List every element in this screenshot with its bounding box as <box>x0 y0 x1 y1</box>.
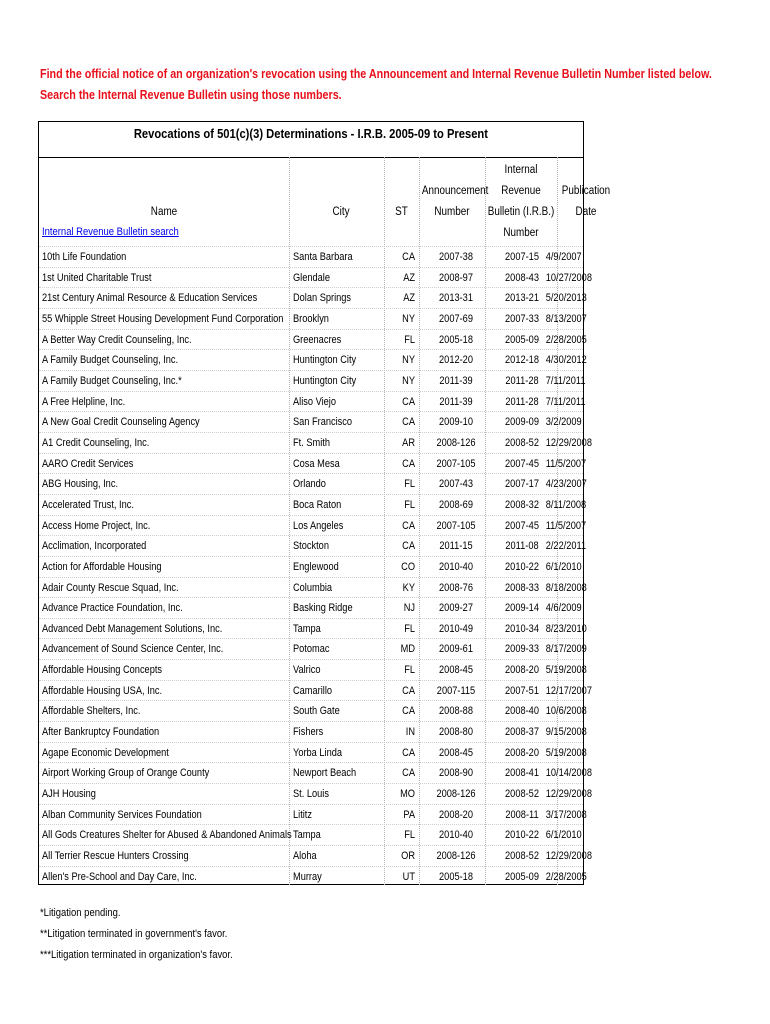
cell-announcement: 2011-39 <box>439 395 473 408</box>
table-row <box>39 308 587 329</box>
cell-city: South Gate <box>293 705 340 718</box>
cell-irb-number: 2008-41 <box>505 767 539 780</box>
cell-state: CA <box>402 746 415 759</box>
cell-name: 21st Century Animal Resource & Education Services <box>42 292 258 305</box>
cell-publication-date: 8/23/2010 <box>545 622 587 635</box>
cell-announcement: 2009-61 <box>439 643 473 656</box>
cell-name: A New Goal Credit Counseling Agency <box>42 416 200 429</box>
table-row <box>39 287 587 308</box>
cell-city: Newport Beach <box>293 767 357 780</box>
cell-state: CA <box>402 519 415 532</box>
cell-publication-date: 11/5/2007 <box>545 519 587 532</box>
cell-announcement: 2008-45 <box>439 664 473 677</box>
cell-name: Affordable Housing Concepts <box>42 664 163 677</box>
cell-city: Aliso Viejo <box>293 395 336 408</box>
cell-city: Greenacres <box>293 333 342 346</box>
cell-name: AJH Housing <box>42 788 96 801</box>
cell-irb-number: 2007-45 <box>505 457 539 470</box>
cell-city: Huntington City <box>293 354 357 367</box>
cell-announcement: 2008-45 <box>439 746 473 759</box>
cell-city: Yorba Linda <box>293 746 342 759</box>
cell-city: Fishers <box>293 726 324 739</box>
cell-name: 10th Life Foundation <box>42 251 127 263</box>
cell-irb-number: 2010-22 <box>505 829 539 842</box>
cell-announcement: 2010-49 <box>439 622 473 635</box>
table-row <box>39 824 583 845</box>
cell-irb-number: 2008-52 <box>505 788 539 801</box>
cell-city: Murray <box>293 870 322 883</box>
cell-city: Potomac <box>293 643 330 656</box>
table-row <box>39 370 586 391</box>
cell-publication-date: 4/23/2007 <box>545 478 587 491</box>
cell-name: Agape Economic Development <box>42 746 169 759</box>
cell-publication-date: 2/28/2005 <box>545 333 587 346</box>
table-row <box>39 391 586 412</box>
header-announcement-line-2: Number <box>434 206 470 218</box>
footnote-3: ***Litigation terminated in organization's favor. <box>40 949 233 961</box>
cell-name: Action for Affordable Housing <box>42 560 162 573</box>
cell-announcement: 2008-126 <box>436 436 476 449</box>
cell-irb-number: 2009-09 <box>505 416 539 429</box>
cell-city: Brooklyn <box>293 312 329 325</box>
cell-announcement: 2008-90 <box>439 767 473 780</box>
cell-announcement: 2012-20 <box>439 354 473 367</box>
footnote-1: *Litigation pending. <box>40 907 121 919</box>
table-row <box>39 845 592 866</box>
cell-name: Advance Practice Foundation, Inc. <box>42 602 183 615</box>
cell-announcement: 2008-88 <box>439 705 473 718</box>
cell-irb-number: 2008-37 <box>505 726 539 739</box>
cell-publication-date: 5/19/2008 <box>545 664 587 677</box>
table-row <box>39 267 592 288</box>
header-announcement <box>421 181 489 223</box>
cell-city: Tampa <box>293 829 321 842</box>
cell-irb-number: 2013-21 <box>505 292 539 305</box>
cell-announcement: 2008-97 <box>439 271 473 284</box>
cell-publication-date: 10/14/2008 <box>545 767 592 780</box>
cell-irb-number: 2011-28 <box>505 395 539 408</box>
cell-state: CA <box>402 767 415 780</box>
cell-name: A Family Budget Counseling, Inc.* <box>42 374 182 387</box>
cell-announcement: 2008-80 <box>439 726 473 739</box>
cell-publication-date: 12/29/2008 <box>545 850 592 863</box>
cell-publication-date: 10/6/2008 <box>545 705 587 718</box>
cell-announcement: 2007-38 <box>439 251 473 263</box>
header-st: ST <box>395 206 408 218</box>
header-publication-line-1: Publication <box>561 185 611 197</box>
cell-state: AZ <box>403 292 415 305</box>
cell-state: FL <box>404 829 415 842</box>
cell-state: PA <box>403 808 415 821</box>
cell-publication-date: 7/11/2011 <box>545 395 586 408</box>
cell-publication-date: 12/17/2007 <box>545 684 592 697</box>
cell-name: Adair County Rescue Squad, Inc. <box>42 581 179 594</box>
table-row <box>39 515 587 536</box>
cell-announcement: 2011-39 <box>439 374 473 387</box>
cell-announcement: 2009-10 <box>439 416 473 429</box>
cell-city: Basking Ridge <box>293 602 353 615</box>
instructions <box>40 64 712 106</box>
cell-publication-date: 3/17/2008 <box>545 808 587 821</box>
cell-publication-date: 2/22/2011 <box>545 540 587 553</box>
cell-publication-date: 8/17/2009 <box>545 643 587 656</box>
cell-publication-date: 6/1/2010 <box>545 829 582 842</box>
cell-state: AZ <box>403 271 415 284</box>
table-row <box>39 866 587 887</box>
cell-irb-number: 2007-51 <box>505 684 539 697</box>
cell-state: FL <box>404 498 415 511</box>
header-irb-line-1: Internal Revenue <box>501 164 541 197</box>
header-name: Name <box>150 206 178 218</box>
header-publication-date <box>559 181 612 223</box>
cell-city: Camarillo <box>293 684 333 697</box>
header-divider <box>39 157 583 158</box>
header-announcement-line-1: Announcement <box>421 185 489 197</box>
cell-announcement: 2013-31 <box>439 292 473 305</box>
cell-announcement: 2008-126 <box>436 788 476 801</box>
cell-publication-date: 2/28/2005 <box>545 870 587 883</box>
cell-irb-number: 2010-34 <box>505 622 539 635</box>
cell-state: FL <box>404 622 415 635</box>
table-row <box>39 494 587 515</box>
cell-publication-date: 12/29/2008 <box>545 436 592 449</box>
cell-irb-number: 2009-14 <box>505 602 539 615</box>
cell-irb-number: 2008-32 <box>505 498 539 511</box>
cell-name: Acclimation, Incorporated <box>42 540 147 553</box>
table-row <box>39 721 587 742</box>
cell-publication-date: 10/27/2008 <box>545 271 592 284</box>
cell-state: NY <box>402 312 415 325</box>
cell-state: CA <box>402 684 415 697</box>
irb-search-link[interactable]: Internal Revenue Bulletin search <box>42 226 179 238</box>
table-row <box>39 597 583 618</box>
header-irb-line-2: Bulletin (I.R.B.) <box>487 206 555 218</box>
cell-name: 1st United Charitable Trust <box>42 271 152 284</box>
cell-name: Advanced Debt Management Solutions, Inc. <box>42 622 223 635</box>
cell-name: ABG Housing, Inc. <box>42 478 119 491</box>
cell-publication-date: 3/2/2009 <box>545 416 582 429</box>
cell-irb-number: 2007-45 <box>505 519 539 532</box>
cell-city: Cosa Mesa <box>293 457 340 470</box>
revocations-table <box>38 121 611 885</box>
cell-name: Affordable Shelters, Inc. <box>42 705 141 718</box>
cell-irb-number: 2011-28 <box>505 374 539 387</box>
cell-name: Allen's Pre-School and Day Care, Inc. <box>42 870 197 883</box>
table-row <box>39 804 587 825</box>
cell-name: 55 Whipple Street Housing Development Fund Corporation <box>42 312 284 325</box>
table-row <box>39 349 587 370</box>
header-publication-line-2: Date <box>575 206 597 218</box>
cell-state: MO <box>400 788 415 801</box>
cell-state: CA <box>402 705 415 718</box>
cell-state: FL <box>404 333 415 346</box>
footnotes <box>40 903 233 966</box>
cell-irb-number: 2010-22 <box>505 560 539 573</box>
cell-state: FL <box>404 664 415 677</box>
cell-name: A Free Helpline, Inc. <box>42 395 126 408</box>
cell-city: Glendale <box>293 271 330 284</box>
cell-city: Boca Raton <box>293 498 342 511</box>
cell-announcement: 2011-15 <box>439 540 473 553</box>
table-row <box>39 762 592 783</box>
cell-irb-number: 2012-18 <box>505 354 539 367</box>
table-title: Revocations of 501(c)(3) Determinations - I.R.B. 2005-09 to Present <box>133 126 489 141</box>
cell-city: Lititz <box>293 808 313 821</box>
table-row <box>39 742 587 763</box>
cell-state: NY <box>402 354 415 367</box>
cell-announcement: 2007-115 <box>436 684 476 697</box>
cell-name: All Terrier Rescue Hunters Crossing <box>42 850 189 863</box>
cell-irb-number: 2007-15 <box>505 251 539 263</box>
cell-city: Tampa <box>293 622 321 635</box>
cell-name: Access Home Project, Inc. <box>42 519 151 532</box>
cell-city: Ft. Smith <box>293 436 330 449</box>
cell-publication-date: 4/6/2009 <box>545 602 582 615</box>
instructions-line-1: Find the official notice of an organization's revocation using the Announcement and Internal Revenue Bulletin Number listed below. <box>40 67 712 81</box>
table-row <box>39 680 592 701</box>
cell-name: A Family Budget Counseling, Inc. <box>42 354 179 367</box>
cell-publication-date: 5/19/2008 <box>545 746 587 759</box>
cell-city: Santa Barbara <box>293 251 353 263</box>
table-row <box>39 453 587 474</box>
header-irb-line-3: Number <box>503 227 539 239</box>
cell-announcement: 2007-43 <box>439 478 473 491</box>
cell-name: A Better Way Credit Counseling, Inc. <box>42 333 192 346</box>
cell-city: Huntington City <box>293 374 357 387</box>
cell-publication-date: 8/11/2008 <box>545 498 587 511</box>
cell-name: A1 Credit Counseling, Inc. <box>42 436 150 449</box>
cell-city: Los Angeles <box>293 519 344 532</box>
cell-irb-number: 2008-33 <box>505 581 539 594</box>
cell-state: CA <box>402 395 415 408</box>
cell-state: KY <box>402 581 415 594</box>
cell-state: CO <box>401 560 415 573</box>
cell-city: Columbia <box>293 581 333 594</box>
cell-irb-number: 2005-09 <box>505 333 539 346</box>
cell-publication-date: 8/18/2008 <box>545 581 587 594</box>
cell-state: AR <box>402 436 415 449</box>
cell-publication-date: 9/15/2008 <box>545 726 587 739</box>
cell-publication-date: 5/20/2013 <box>545 292 587 305</box>
cell-announcement: 2005-18 <box>439 333 473 346</box>
cell-publication-date: 4/30/2012 <box>545 354 587 367</box>
cell-city: Aloha <box>293 850 317 863</box>
cell-announcement: 2008-69 <box>439 498 473 511</box>
cell-city: San Francisco <box>293 416 353 429</box>
cell-state: CA <box>402 540 415 553</box>
cell-city: Valrico <box>293 664 321 677</box>
table-row <box>39 246 583 267</box>
cell-name: Alban Community Services Foundation <box>42 808 202 821</box>
cell-name: Airport Working Group of Orange County <box>42 767 210 780</box>
table-row <box>39 556 583 577</box>
table-body <box>39 246 592 886</box>
cell-name: All Gods Creatures Shelter for Abused & Abandoned Animals <box>42 829 292 842</box>
cell-irb-number: 2008-40 <box>505 705 539 718</box>
cell-publication-date: 12/29/2008 <box>545 788 592 801</box>
header-irb <box>487 160 556 244</box>
cell-irb-number: 2011-08 <box>505 540 539 553</box>
cell-irb-number: 2007-33 <box>505 312 539 325</box>
cell-announcement: 2007-105 <box>436 519 476 532</box>
table-row <box>39 473 587 494</box>
cell-state: NJ <box>403 602 415 615</box>
cell-publication-date: 8/13/2007 <box>545 312 587 325</box>
cell-irb-number: 2008-20 <box>505 746 539 759</box>
cell-announcement: 2007-69 <box>439 312 473 325</box>
cell-state: FL <box>404 478 415 491</box>
table-row <box>39 535 587 556</box>
cell-state: OR <box>401 850 415 863</box>
cell-state: MD <box>400 643 415 656</box>
cell-name: Affordable Housing USA, Inc. <box>42 684 163 697</box>
cell-name: AARO Credit Services <box>42 457 134 470</box>
table-row <box>39 411 583 432</box>
cell-announcement: 2009-27 <box>439 602 473 615</box>
cell-announcement: 2007-105 <box>436 457 476 470</box>
instructions-line-2: Search the Internal Revenue Bulletin using those numbers. <box>40 88 342 102</box>
table-row <box>39 618 587 639</box>
cell-announcement: 2010-40 <box>439 829 473 842</box>
cell-state: CA <box>402 457 415 470</box>
cell-state: NY <box>402 374 415 387</box>
table-row <box>39 700 587 721</box>
cell-irb-number: 2009-33 <box>505 643 539 656</box>
table-row <box>39 638 587 659</box>
cell-announcement: 2008-76 <box>439 581 473 594</box>
cell-irb-number: 2008-43 <box>505 271 539 284</box>
footnote-2: **Litigation terminated in government's favor. <box>40 928 228 940</box>
cell-city: Englewood <box>293 560 339 573</box>
cell-irb-number: 2005-09 <box>505 870 539 883</box>
cell-city: St. Louis <box>293 788 329 801</box>
cell-city: Stockton <box>293 540 329 553</box>
cell-state: UT <box>402 870 415 883</box>
cell-city: Dolan Springs <box>293 292 352 305</box>
cell-announcement: 2008-20 <box>439 808 473 821</box>
cell-publication-date: 4/9/2007 <box>545 251 582 263</box>
cell-publication-date: 11/5/2007 <box>545 457 587 470</box>
cell-state: IN <box>405 726 415 739</box>
cell-announcement: 2005-18 <box>439 870 473 883</box>
cell-state: CA <box>402 251 415 263</box>
cell-name: Accelerated Trust, Inc. <box>42 498 134 511</box>
cell-irb-number: 2007-17 <box>505 478 539 491</box>
table-row <box>39 577 587 598</box>
cell-name: Advancement of Sound Science Center, Inc. <box>42 643 224 656</box>
cell-publication-date: 7/11/2011 <box>545 374 586 387</box>
cell-irb-number: 2008-20 <box>505 664 539 677</box>
cell-announcement: 2008-126 <box>436 850 476 863</box>
cell-irb-number: 2008-52 <box>505 436 539 449</box>
cell-irb-number: 2008-11 <box>505 808 539 821</box>
cell-state: CA <box>402 416 415 429</box>
table-row <box>39 432 592 453</box>
cell-city: Orlando <box>293 478 326 491</box>
table-row <box>39 659 587 680</box>
cell-irb-number: 2008-52 <box>505 850 539 863</box>
header-city: City <box>332 206 350 218</box>
cell-name: After Bankruptcy Foundation <box>42 726 160 739</box>
cell-publication-date: 6/1/2010 <box>545 560 582 573</box>
cell-announcement: 2010-40 <box>439 560 473 573</box>
table-row <box>39 783 592 804</box>
table-row <box>39 329 587 350</box>
